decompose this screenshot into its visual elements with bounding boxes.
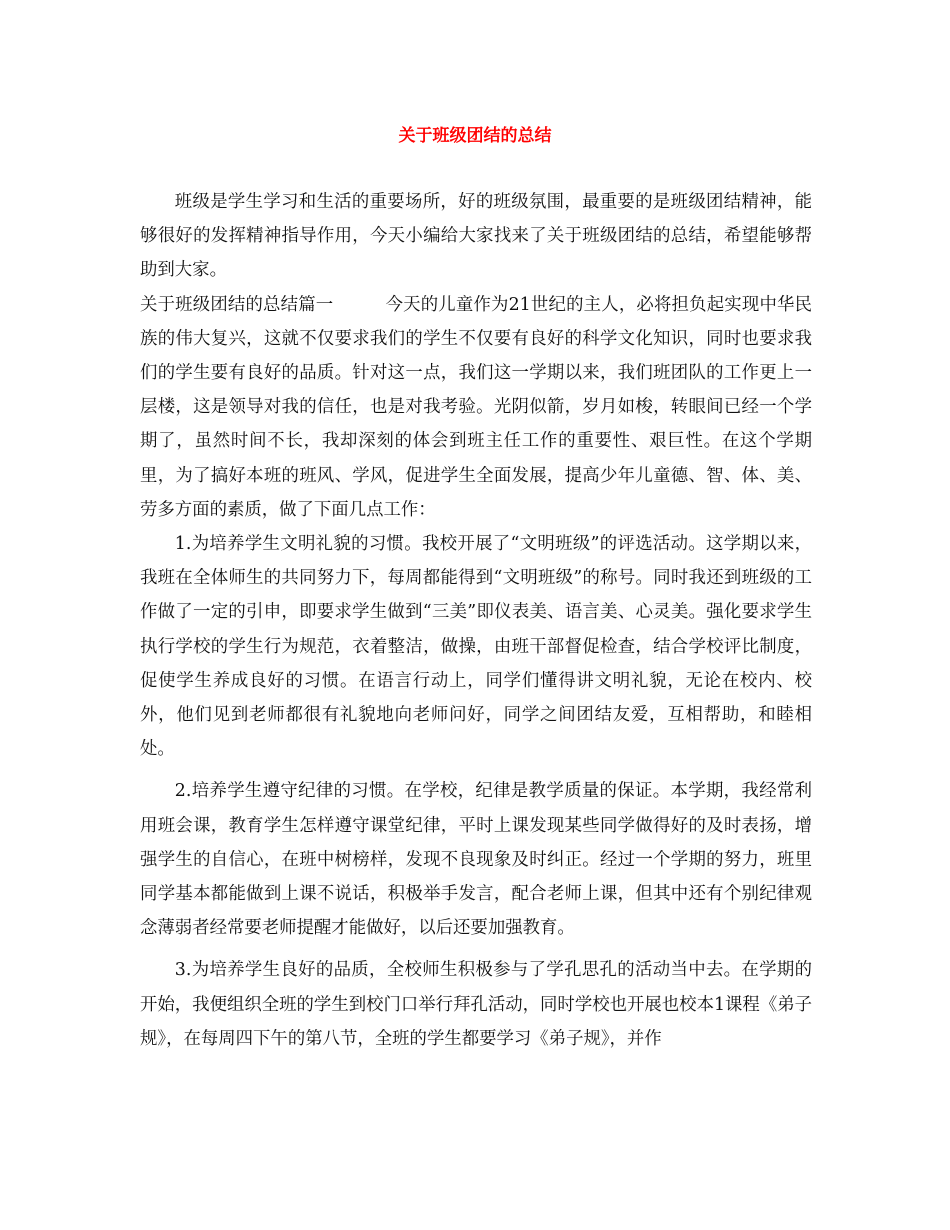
item-1-paragraph: 1.为培养学生文明礼貌的习惯。我校开展了“文明班级”的评选活动。这学期以来，我班在全体师生的共同努力下，每周都能得到“文明班级”的称号。同时我还到班级的工作做了一定的引申，即要求学生做到“三美”即仪表美、语言美、心灵美。强化要求学生执行学校的学生行为规范，衣着整洁，做操，由班干部督促检查，结合学校评比制度，促使学生养成良好的习惯。在语言行动上，同学们懂得讲文明礼貌，无论在校内、校外，他们见到老师都很有礼貌地向老师问好，同学之间团结友爱，互相帮助，和睦相处。 (140, 534, 812, 760)
intro-paragraph: 班级是学生学习和生活的重要场所，好的班级氛围，最重要的是班级团结精神，能够很好的发挥精神指导作用，今天小编给大家找来了关于班级团结的总结，希望能够帮助到大家。 (140, 192, 812, 281)
section-paragraph (140, 288, 812, 527)
section-text: 今天的儿童作为21世纪的主人，必将担负起实现中华民族的伟大复兴，这就不仅要求我们的学生不仅要有良好的科学文化知识，同时也要求我们的学生要有良好的品质。针对这一点，我们这一学期以来，我们班团队的工作更上一层楼，这是领导对我的信任，也是对我考验。光阴似箭，岁月如梭，转眼间已经一个学期了，虽然时间不长，我却深刻的体会到班主任工作的重要性、艰巨性。在这个学期里，为了搞好本班的班风、学风，促进学生全面发展，提高少年儿童德、智、体、美、劳多方面的素质，做了下面几点工作： (140, 294, 812, 520)
item-2-paragraph: 2.培养学生遵守纪律的习惯。在学校，纪律是教学质量的保证。本学期，我经常利用班会课，教育学生怎样遵守课堂纪律，平时上课发现某些同学做得好的及时表扬，增强学生的自信心，在班中树榜样，发现不良现象及时纠正。经过一个学期的努力，班里同学基本都能做到上课不说话，积极举手发言，配合老师上课，但其中还有个别纪律观念薄弱者经常要老师提醒才能做好，以后还要加强教育。 (140, 781, 812, 939)
section-heading: 关于班级团结的总结篇一 (140, 294, 334, 315)
item-3-paragraph: 3.为培养学生良好的品质，全校师生积极参与了学孔思孔的活动当中去。在学期的开始，我便组织全班的学生到校门口举行拜孔活动，同时学校也开展也校本1课程《弟子规》，在每周四下午的第八节，全班的学生都要学习《弟子规》，并作 (140, 960, 812, 1049)
document-title: 关于班级团结的总结 (398, 126, 552, 146)
document-body (140, 185, 812, 1056)
